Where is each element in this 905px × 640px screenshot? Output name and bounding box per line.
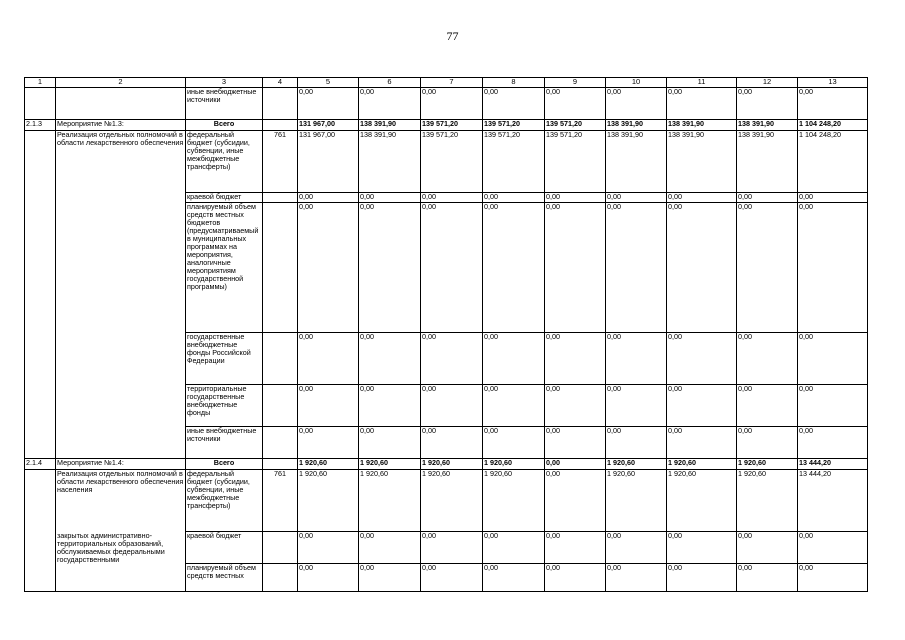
col4-cell bbox=[263, 385, 298, 427]
col4-cell bbox=[263, 333, 298, 385]
value-cell: 139 571,20 bbox=[545, 131, 606, 193]
value-cell: 1 920,60 bbox=[737, 470, 798, 532]
source-cell: планируемый объем средств местных бюджетов (предусматриваемый в муниципальных программах на мероприятия, аналогичные мероприятиям государственной программы) bbox=[186, 203, 263, 333]
page-number: 77 bbox=[446, 29, 459, 43]
code-cell: 2.1.4 bbox=[25, 459, 56, 470]
header-cell: 7 bbox=[421, 78, 483, 88]
value-cell: 0,00 bbox=[606, 333, 667, 385]
col4-cell bbox=[263, 459, 298, 470]
value-cell: 0,00 bbox=[298, 88, 359, 120]
value-cell: 0,00 bbox=[737, 532, 798, 564]
col4-cell bbox=[263, 203, 298, 333]
value-cell: 0,00 bbox=[798, 88, 868, 120]
source-cell: федеральный бюджет (субсидии, субвенции, иные межбюджетные трансферты) bbox=[186, 470, 263, 532]
code-cell: 2.1.3 bbox=[25, 120, 56, 131]
value-cell: 0,00 bbox=[667, 88, 737, 120]
header-cell: 1 bbox=[25, 78, 56, 88]
value-cell: 139 571,20 bbox=[545, 120, 606, 131]
value-cell: 138 391,90 bbox=[667, 131, 737, 193]
value-cell: 0,00 bbox=[545, 385, 606, 427]
code-cell bbox=[25, 131, 56, 193]
value-cell: 1 920,60 bbox=[421, 459, 483, 470]
value-cell: 0,00 bbox=[545, 333, 606, 385]
value-cell: 0,00 bbox=[606, 193, 667, 203]
table-row bbox=[25, 564, 868, 592]
value-cell: 1 920,60 bbox=[737, 459, 798, 470]
value-cell: 0,00 bbox=[667, 532, 737, 564]
description-cell bbox=[56, 203, 186, 333]
value-cell: 138 391,90 bbox=[359, 120, 421, 131]
header-row bbox=[25, 78, 868, 88]
value-cell: 0,00 bbox=[545, 532, 606, 564]
table-row bbox=[25, 193, 868, 203]
value-cell: 0,00 bbox=[359, 385, 421, 427]
col4-cell: 761 bbox=[263, 470, 298, 532]
value-cell: 0,00 bbox=[606, 564, 667, 592]
value-cell: 0,00 bbox=[737, 385, 798, 427]
value-cell: 0,00 bbox=[798, 532, 868, 564]
table-row bbox=[25, 470, 868, 532]
value-cell: 0,00 bbox=[421, 88, 483, 120]
source-cell: краевой бюджет bbox=[186, 532, 263, 564]
total-row bbox=[25, 459, 868, 470]
value-cell: 139 571,20 bbox=[483, 131, 545, 193]
source-cell: краевой бюджет bbox=[186, 193, 263, 203]
value-cell: 0,00 bbox=[298, 564, 359, 592]
source-cell: государственные внебюджетные фонды Российской Федерации bbox=[186, 333, 263, 385]
table-row bbox=[25, 131, 868, 193]
value-cell: 0,00 bbox=[545, 564, 606, 592]
value-cell: 0,00 bbox=[545, 427, 606, 459]
header-cell: 5 bbox=[298, 78, 359, 88]
value-cell: 138 391,90 bbox=[606, 120, 667, 131]
value-cell: 0,00 bbox=[483, 333, 545, 385]
table-row bbox=[25, 333, 868, 385]
source-cell: иные внебюджетные источники bbox=[186, 427, 263, 459]
value-cell: 138 391,90 bbox=[737, 120, 798, 131]
value-cell: 0,00 bbox=[298, 193, 359, 203]
value-cell: 0,00 bbox=[421, 193, 483, 203]
description-cell bbox=[56, 385, 186, 427]
value-cell: 0,00 bbox=[359, 427, 421, 459]
value-cell: 0,00 bbox=[421, 532, 483, 564]
value-cell: 0,00 bbox=[606, 532, 667, 564]
value-cell: 0,00 bbox=[298, 333, 359, 385]
table-row bbox=[25, 88, 868, 120]
total-label: Всего bbox=[186, 120, 263, 131]
value-cell: 0,00 bbox=[667, 385, 737, 427]
value-cell: 0,00 bbox=[359, 88, 421, 120]
total-row bbox=[25, 120, 868, 131]
value-cell: 1 920,60 bbox=[421, 470, 483, 532]
value-cell: 0,00 bbox=[667, 333, 737, 385]
header-cell: 6 bbox=[359, 78, 421, 88]
value-cell: 0,00 bbox=[421, 385, 483, 427]
value-cell: 0,00 bbox=[298, 385, 359, 427]
value-cell: 0,00 bbox=[483, 532, 545, 564]
code-cell bbox=[25, 88, 56, 120]
value-cell: 0,00 bbox=[483, 564, 545, 592]
value-cell: 0,00 bbox=[667, 427, 737, 459]
header-cell: 3 bbox=[186, 78, 263, 88]
budget-table bbox=[24, 77, 868, 592]
value-cell: 0,00 bbox=[483, 88, 545, 120]
value-cell: 0,00 bbox=[606, 203, 667, 333]
col4-cell bbox=[263, 427, 298, 459]
value-cell: 0,00 bbox=[359, 532, 421, 564]
value-cell: 1 104 248,20 bbox=[798, 131, 868, 193]
value-cell: 1 104 248,20 bbox=[798, 120, 868, 131]
value-cell: 13 444,20 bbox=[798, 470, 868, 532]
value-cell: 1 920,60 bbox=[483, 470, 545, 532]
table-row bbox=[25, 532, 868, 564]
value-cell: 1 920,60 bbox=[298, 470, 359, 532]
value-cell: 138 391,90 bbox=[606, 131, 667, 193]
value-cell: 0,00 bbox=[298, 203, 359, 333]
value-cell: 0,00 bbox=[483, 203, 545, 333]
value-cell: 139 571,20 bbox=[421, 120, 483, 131]
description-cell bbox=[56, 427, 186, 459]
total-label: Всего bbox=[186, 459, 263, 470]
table-row bbox=[25, 385, 868, 427]
value-cell: 0,00 bbox=[421, 333, 483, 385]
description-cell bbox=[56, 88, 186, 120]
value-cell: 0,00 bbox=[667, 203, 737, 333]
value-cell: 0,00 bbox=[483, 385, 545, 427]
value-cell: 1 920,60 bbox=[667, 459, 737, 470]
header-cell: 8 bbox=[483, 78, 545, 88]
value-cell: 0,00 bbox=[667, 193, 737, 203]
code-cell bbox=[25, 385, 56, 427]
value-cell: 0,00 bbox=[667, 564, 737, 592]
col4-cell bbox=[263, 532, 298, 564]
value-cell: 0,00 bbox=[798, 564, 868, 592]
value-cell: 0,00 bbox=[421, 203, 483, 333]
value-cell: 0,00 bbox=[359, 564, 421, 592]
code-cell bbox=[25, 203, 56, 333]
code-cell bbox=[25, 333, 56, 385]
value-cell: 0,00 bbox=[545, 470, 606, 532]
code-cell bbox=[25, 470, 56, 532]
value-cell: 0,00 bbox=[798, 193, 868, 203]
value-cell: 0,00 bbox=[545, 203, 606, 333]
value-cell: 1 920,60 bbox=[606, 459, 667, 470]
value-cell: 0,00 bbox=[737, 333, 798, 385]
value-cell: 1 920,60 bbox=[359, 459, 421, 470]
description-cell bbox=[56, 333, 186, 385]
description-cell bbox=[56, 564, 186, 592]
value-cell: 131 967,00 bbox=[298, 131, 359, 193]
description-cell: Реализация отдельных полномочий в области лекарственного обеспечения населения bbox=[56, 470, 186, 532]
value-cell: 138 391,90 bbox=[667, 120, 737, 131]
code-cell bbox=[25, 427, 56, 459]
value-cell: 0,00 bbox=[606, 88, 667, 120]
description-cell: закрытых административно-территориальных образований, обслуживаемых федеральными государственными bbox=[56, 532, 186, 564]
value-cell: 0,00 bbox=[798, 427, 868, 459]
value-cell: 139 571,20 bbox=[483, 120, 545, 131]
value-cell: 1 920,60 bbox=[359, 470, 421, 532]
value-cell: 0,00 bbox=[359, 333, 421, 385]
value-cell: 0,00 bbox=[737, 203, 798, 333]
header-cell: 10 bbox=[606, 78, 667, 88]
measure-title: Мероприятие №1.3: bbox=[56, 120, 186, 131]
header-cell: 4 bbox=[263, 78, 298, 88]
value-cell: 0,00 bbox=[737, 88, 798, 120]
col4-cell bbox=[263, 120, 298, 131]
code-cell bbox=[25, 564, 56, 592]
value-cell: 0,00 bbox=[421, 427, 483, 459]
source-cell: иные внебюджетные источники bbox=[186, 88, 263, 120]
value-cell: 138 391,90 bbox=[737, 131, 798, 193]
value-cell: 1 920,60 bbox=[606, 470, 667, 532]
value-cell: 0,00 bbox=[298, 532, 359, 564]
value-cell: 0,00 bbox=[483, 193, 545, 203]
value-cell: 0,00 bbox=[483, 427, 545, 459]
header-cell: 11 bbox=[667, 78, 737, 88]
value-cell: 0,00 bbox=[798, 203, 868, 333]
code-cell bbox=[25, 532, 56, 564]
header-cell: 12 bbox=[737, 78, 798, 88]
col4-cell: 761 bbox=[263, 131, 298, 193]
value-cell: 0,00 bbox=[737, 193, 798, 203]
value-cell: 0,00 bbox=[545, 459, 606, 470]
value-cell: 0,00 bbox=[545, 193, 606, 203]
value-cell: 0,00 bbox=[359, 203, 421, 333]
value-cell: 1 920,60 bbox=[298, 459, 359, 470]
value-cell: 0,00 bbox=[737, 564, 798, 592]
value-cell: 1 920,60 bbox=[483, 459, 545, 470]
col4-cell bbox=[263, 564, 298, 592]
source-cell: планируемый объем средств местных bbox=[186, 564, 263, 592]
value-cell: 0,00 bbox=[606, 427, 667, 459]
code-cell bbox=[25, 193, 56, 203]
description-cell bbox=[56, 193, 186, 203]
value-cell: 0,00 bbox=[421, 564, 483, 592]
description-cell: Реализация отдельных полномочий в области лекарственного обеспечения bbox=[56, 131, 186, 193]
header-cell: 9 bbox=[545, 78, 606, 88]
value-cell: 0,00 bbox=[798, 385, 868, 427]
value-cell: 0,00 bbox=[798, 333, 868, 385]
value-cell: 1 920,60 bbox=[667, 470, 737, 532]
value-cell: 0,00 bbox=[606, 385, 667, 427]
table-row bbox=[25, 427, 868, 459]
value-cell: 13 444,20 bbox=[798, 459, 868, 470]
value-cell: 0,00 bbox=[737, 427, 798, 459]
measure-title: Мероприятие №1.4: bbox=[56, 459, 186, 470]
source-cell: территориальные государственные внебюджетные фонды bbox=[186, 385, 263, 427]
value-cell: 0,00 bbox=[545, 88, 606, 120]
table-row bbox=[25, 203, 868, 333]
value-cell: 0,00 bbox=[298, 427, 359, 459]
value-cell: 131 967,00 bbox=[298, 120, 359, 131]
header-cell: 2 bbox=[56, 78, 186, 88]
value-cell: 139 571,20 bbox=[421, 131, 483, 193]
col4-cell bbox=[263, 88, 298, 120]
col4-cell bbox=[263, 193, 298, 203]
value-cell: 138 391,90 bbox=[359, 131, 421, 193]
source-cell: федеральный бюджет (субсидии, субвенции, иные межбюджетные трансферты) bbox=[186, 131, 263, 193]
value-cell: 0,00 bbox=[359, 193, 421, 203]
header-cell: 13 bbox=[798, 78, 868, 88]
